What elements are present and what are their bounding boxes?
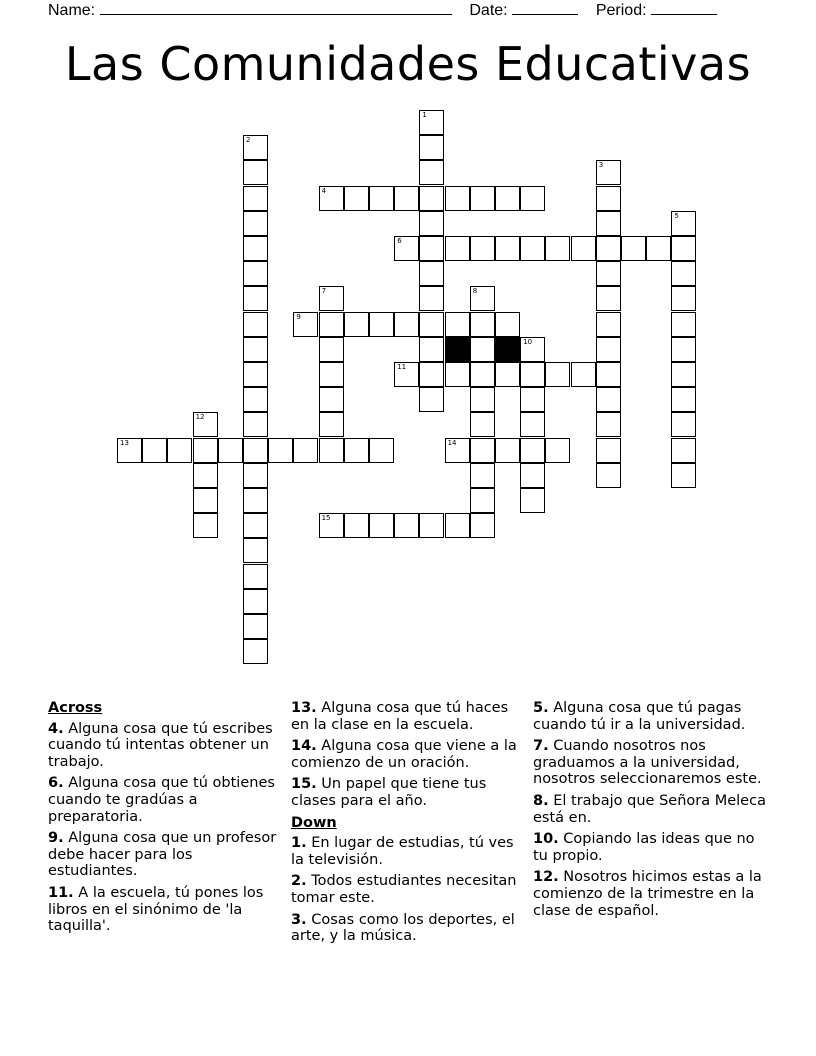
clue-item bbox=[291, 835, 523, 868]
clues-column-3 bbox=[533, 700, 769, 924]
answer-cell[interactable] bbox=[445, 438, 470, 463]
answer-cell[interactable] bbox=[671, 387, 696, 412]
puzzle-title: Las Comunidades Educativas bbox=[64, 37, 752, 91]
answer-cell[interactable] bbox=[596, 261, 621, 286]
answer-cell[interactable] bbox=[319, 362, 344, 387]
clue-text: Alguna cosa que tú escribes cuando tú intentas obtener un trabajo. bbox=[48, 720, 273, 770]
clue-text: Alguna cosa que tú haces en la clase en la escuela. bbox=[291, 700, 509, 733]
answer-cell[interactable] bbox=[671, 261, 696, 286]
answer-cell[interactable] bbox=[520, 412, 545, 437]
clue-number: 6. bbox=[48, 775, 64, 792]
clue-item bbox=[291, 776, 523, 809]
answer-cell[interactable] bbox=[671, 362, 696, 387]
answer-cell[interactable] bbox=[193, 412, 218, 437]
answer-cell[interactable] bbox=[470, 412, 495, 437]
answer-cell[interactable] bbox=[243, 362, 268, 387]
answer-cell[interactable] bbox=[419, 362, 444, 387]
answer-cell[interactable] bbox=[445, 513, 470, 538]
clue-item bbox=[533, 738, 769, 788]
answer-cell[interactable] bbox=[243, 639, 268, 664]
clue-number-label: 14 bbox=[447, 438, 457, 447]
clue-text: Un papel que tiene tus clases para el año. bbox=[291, 776, 487, 809]
answer-cell[interactable] bbox=[571, 236, 596, 261]
answer-cell[interactable] bbox=[243, 412, 268, 437]
across-heading: Across bbox=[48, 700, 103, 716]
clue-number: 15. bbox=[291, 776, 317, 793]
answer-cell[interactable] bbox=[243, 538, 268, 563]
answer-cell[interactable] bbox=[671, 463, 696, 488]
answer-cell[interactable] bbox=[319, 513, 344, 538]
answer-cell[interactable] bbox=[419, 236, 444, 261]
answer-cell[interactable] bbox=[520, 463, 545, 488]
answer-cell[interactable] bbox=[671, 337, 696, 362]
answer-cell[interactable] bbox=[419, 160, 444, 185]
across-clue-list-continued bbox=[291, 700, 523, 810]
down-heading: Down bbox=[291, 814, 337, 831]
answer-cell[interactable] bbox=[243, 589, 268, 614]
clue-number-label: 15 bbox=[321, 514, 331, 523]
answer-cell[interactable] bbox=[470, 362, 495, 387]
answer-cell[interactable] bbox=[596, 337, 621, 362]
answer-cell[interactable] bbox=[243, 236, 268, 261]
answer-cell[interactable] bbox=[596, 387, 621, 412]
answer-cell[interactable] bbox=[319, 387, 344, 412]
answer-cell[interactable] bbox=[419, 135, 444, 160]
clue-number: 13. bbox=[291, 700, 317, 716]
answer-cell[interactable] bbox=[394, 236, 419, 261]
answer-cell[interactable] bbox=[243, 337, 268, 362]
answer-cell[interactable] bbox=[671, 286, 696, 311]
clue-text: El trabajo que Señora Meleca está en. bbox=[533, 792, 766, 826]
answer-cell[interactable] bbox=[596, 236, 621, 261]
clue-number-label: 11 bbox=[397, 363, 407, 371]
answer-cell[interactable] bbox=[293, 438, 318, 463]
clue-text: Alguna cosa que tú pagas cuando tú ir a la universidad. bbox=[533, 700, 746, 733]
clue-number: 8. bbox=[533, 792, 549, 809]
answer-cell[interactable] bbox=[671, 236, 696, 261]
answer-cell[interactable] bbox=[369, 513, 394, 538]
answer-cell[interactable] bbox=[243, 564, 268, 589]
clue-text: En lugar de estudias, tú ves la televisión. bbox=[291, 835, 514, 868]
answer-cell[interactable] bbox=[520, 236, 545, 261]
clue-number: 3. bbox=[291, 911, 307, 928]
clue-number: 10. bbox=[533, 831, 559, 848]
answer-cell[interactable] bbox=[646, 236, 671, 261]
answer-cell[interactable] bbox=[621, 236, 646, 261]
answer-cell[interactable] bbox=[243, 513, 268, 538]
clue-text: Nosotros hicimos estas a la comienzo de la trimestre en la clase de español. bbox=[533, 869, 762, 919]
answer-cell[interactable] bbox=[545, 236, 570, 261]
answer-cell[interactable] bbox=[419, 337, 444, 362]
answer-cell[interactable] bbox=[596, 186, 621, 211]
clue-text: Cosas como los deportes, el arte, y la música. bbox=[291, 911, 515, 945]
answer-cell[interactable] bbox=[671, 312, 696, 337]
clue-text: A la escuela, tú pones los libros en el sinónimo de 'la taquilla'. bbox=[48, 884, 264, 935]
answer-cell[interactable] bbox=[419, 211, 444, 236]
answer-cell[interactable] bbox=[243, 438, 268, 463]
answer-cell[interactable] bbox=[319, 186, 344, 211]
answer-cell[interactable] bbox=[319, 412, 344, 437]
answer-cell[interactable] bbox=[470, 186, 495, 211]
answer-cell[interactable] bbox=[545, 438, 570, 463]
answer-cell[interactable] bbox=[394, 362, 419, 387]
clue-number-label: 13 bbox=[120, 438, 129, 447]
answer-cell[interactable] bbox=[419, 513, 444, 538]
clue-number: 14. bbox=[291, 738, 317, 755]
across-clue-list bbox=[48, 721, 280, 935]
clue-item bbox=[48, 885, 280, 935]
answer-cell[interactable] bbox=[167, 438, 192, 463]
answer-cell[interactable] bbox=[495, 438, 520, 463]
answer-cell[interactable] bbox=[319, 286, 344, 311]
clue-number: 12. bbox=[533, 869, 559, 886]
answer-cell[interactable] bbox=[495, 362, 520, 387]
answer-cell[interactable] bbox=[470, 387, 495, 412]
clue-text: Cuando nosotros nos graduamos a la universidad, nosotros seleccionaremos este. bbox=[533, 738, 762, 788]
date-label: Date: bbox=[469, 2, 508, 19]
clue-number: 7. bbox=[533, 738, 549, 755]
answer-cell[interactable] bbox=[520, 488, 545, 513]
clue-number-label: 12 bbox=[195, 413, 205, 422]
answer-cell[interactable] bbox=[470, 513, 495, 538]
answer-cell[interactable] bbox=[520, 438, 545, 463]
clue-number-label: 4 bbox=[321, 186, 327, 195]
clue-item bbox=[533, 700, 769, 733]
clue-number-label: 8 bbox=[472, 287, 478, 296]
answer-cell[interactable] bbox=[419, 387, 444, 412]
answer-cell[interactable] bbox=[495, 312, 520, 337]
clue-number-label: 1 bbox=[422, 111, 427, 119]
answer-cell[interactable] bbox=[596, 463, 621, 488]
answer-cell[interactable] bbox=[243, 211, 268, 236]
answer-cell[interactable] bbox=[243, 312, 268, 337]
clue-item bbox=[291, 738, 523, 771]
clue-number-label: 6 bbox=[397, 237, 402, 245]
answer-cell[interactable] bbox=[319, 312, 344, 337]
clue-number-label: 5 bbox=[674, 211, 679, 220]
clue-item bbox=[533, 869, 769, 919]
answer-cell[interactable] bbox=[419, 186, 444, 211]
answer-cell[interactable] bbox=[419, 286, 444, 311]
answer-cell[interactable] bbox=[520, 387, 545, 412]
clues-column-1 bbox=[48, 700, 280, 940]
answer-cell[interactable] bbox=[344, 312, 369, 337]
answer-cell[interactable] bbox=[193, 463, 218, 488]
answer-cell[interactable] bbox=[545, 362, 570, 387]
answer-cell[interactable] bbox=[520, 362, 545, 387]
answer-cell[interactable] bbox=[419, 312, 444, 337]
answer-cell[interactable] bbox=[520, 186, 545, 211]
clue-number-label: 10 bbox=[523, 337, 533, 346]
answer-cell[interactable] bbox=[596, 412, 621, 437]
answer-cell[interactable] bbox=[243, 135, 268, 160]
answer-cell[interactable] bbox=[243, 387, 268, 412]
clue-number: 9. bbox=[48, 830, 64, 847]
answer-cell[interactable] bbox=[470, 463, 495, 488]
answer-cell[interactable] bbox=[596, 160, 621, 185]
answer-cell[interactable] bbox=[671, 412, 696, 437]
answer-cell[interactable] bbox=[394, 312, 419, 337]
clue-text: Alguna cosa que un profesor debe hacer para los estudiantes. bbox=[48, 830, 277, 880]
answer-cell[interactable] bbox=[445, 362, 470, 387]
clue-number-label: 9 bbox=[296, 312, 301, 321]
answer-cell[interactable] bbox=[344, 186, 369, 211]
answer-cell[interactable] bbox=[419, 261, 444, 286]
answer-cell[interactable] bbox=[394, 186, 419, 211]
answer-cell[interactable] bbox=[319, 438, 344, 463]
answer-cell[interactable] bbox=[369, 312, 394, 337]
clue-text: Copiando las ideas que no tu propio. bbox=[533, 831, 755, 864]
answer-cell[interactable] bbox=[193, 438, 218, 463]
clue-item bbox=[48, 830, 280, 880]
blocked-cell bbox=[495, 337, 520, 362]
answer-cell[interactable] bbox=[470, 438, 495, 463]
answer-cell[interactable] bbox=[243, 463, 268, 488]
answer-cell[interactable] bbox=[671, 438, 696, 463]
answer-cell[interactable] bbox=[445, 236, 470, 261]
answer-cell[interactable] bbox=[218, 438, 243, 463]
clue-number: 11. bbox=[48, 884, 74, 901]
answer-cell[interactable] bbox=[142, 438, 167, 463]
clue-text: Alguna cosa que viene a la comienzo de un oración. bbox=[291, 738, 517, 771]
answer-cell[interactable] bbox=[495, 236, 520, 261]
answer-cell[interactable] bbox=[319, 337, 344, 362]
clue-number-label: 3 bbox=[598, 161, 604, 170]
answer-cell[interactable] bbox=[470, 312, 495, 337]
answer-cell[interactable] bbox=[243, 286, 268, 311]
clue-number: 5. bbox=[533, 700, 549, 716]
answer-cell[interactable] bbox=[344, 438, 369, 463]
down-clue-list-continued bbox=[533, 700, 769, 919]
clue-item bbox=[533, 831, 769, 864]
answer-cell[interactable] bbox=[596, 312, 621, 337]
answer-cell[interactable] bbox=[268, 438, 293, 463]
answer-cell[interactable] bbox=[193, 488, 218, 513]
clue-number: 4. bbox=[48, 720, 64, 737]
answer-cell[interactable] bbox=[571, 362, 596, 387]
clue-item bbox=[533, 793, 769, 826]
answer-cell[interactable] bbox=[495, 186, 520, 211]
answer-cell[interactable] bbox=[344, 513, 369, 538]
answer-cell[interactable] bbox=[369, 438, 394, 463]
answer-cell[interactable] bbox=[470, 236, 495, 261]
answer-cell[interactable] bbox=[470, 337, 495, 362]
answer-cell[interactable] bbox=[419, 110, 444, 135]
answer-cell[interactable] bbox=[470, 286, 495, 311]
answer-cell[interactable] bbox=[243, 614, 268, 639]
clue-item bbox=[291, 700, 523, 733]
clues-column-2 bbox=[291, 700, 523, 950]
blocked-cell bbox=[445, 337, 470, 362]
answer-cell[interactable] bbox=[243, 160, 268, 185]
answer-cell[interactable] bbox=[596, 211, 621, 236]
answer-cell[interactable] bbox=[369, 186, 394, 211]
answer-cell[interactable] bbox=[470, 488, 495, 513]
answer-cell[interactable] bbox=[193, 513, 218, 538]
clue-item bbox=[48, 775, 280, 825]
clue-number: 1. bbox=[291, 835, 307, 852]
answer-cell[interactable] bbox=[445, 312, 470, 337]
name-label: Name: bbox=[48, 2, 96, 19]
clue-item bbox=[291, 873, 523, 906]
clue-number: 2. bbox=[291, 873, 307, 890]
answer-cell[interactable] bbox=[596, 438, 621, 463]
answer-cell[interactable] bbox=[520, 337, 545, 362]
answer-cell[interactable] bbox=[394, 513, 419, 538]
answer-cell[interactable] bbox=[293, 312, 318, 337]
answer-cell[interactable] bbox=[671, 211, 696, 236]
answer-cell[interactable] bbox=[445, 186, 470, 211]
answer-cell[interactable] bbox=[243, 488, 268, 513]
clue-number-label: 7 bbox=[321, 287, 327, 296]
answer-cell[interactable] bbox=[117, 438, 142, 463]
clue-number-label: 2 bbox=[246, 136, 251, 145]
period-label: Period: bbox=[595, 2, 647, 19]
answer-cell[interactable] bbox=[596, 286, 621, 311]
answer-cell[interactable] bbox=[243, 186, 268, 211]
answer-cell[interactable] bbox=[596, 362, 621, 387]
down-clue-list bbox=[291, 835, 523, 945]
answer-cell[interactable] bbox=[243, 261, 268, 286]
clue-item bbox=[291, 912, 523, 945]
clue-text: Alguna cosa que tú obtienes cuando te gradúas a preparatoria. bbox=[48, 775, 275, 825]
clue-text: Todos estudiantes necesitan tomar este. bbox=[291, 873, 517, 906]
clue-item bbox=[48, 721, 280, 771]
